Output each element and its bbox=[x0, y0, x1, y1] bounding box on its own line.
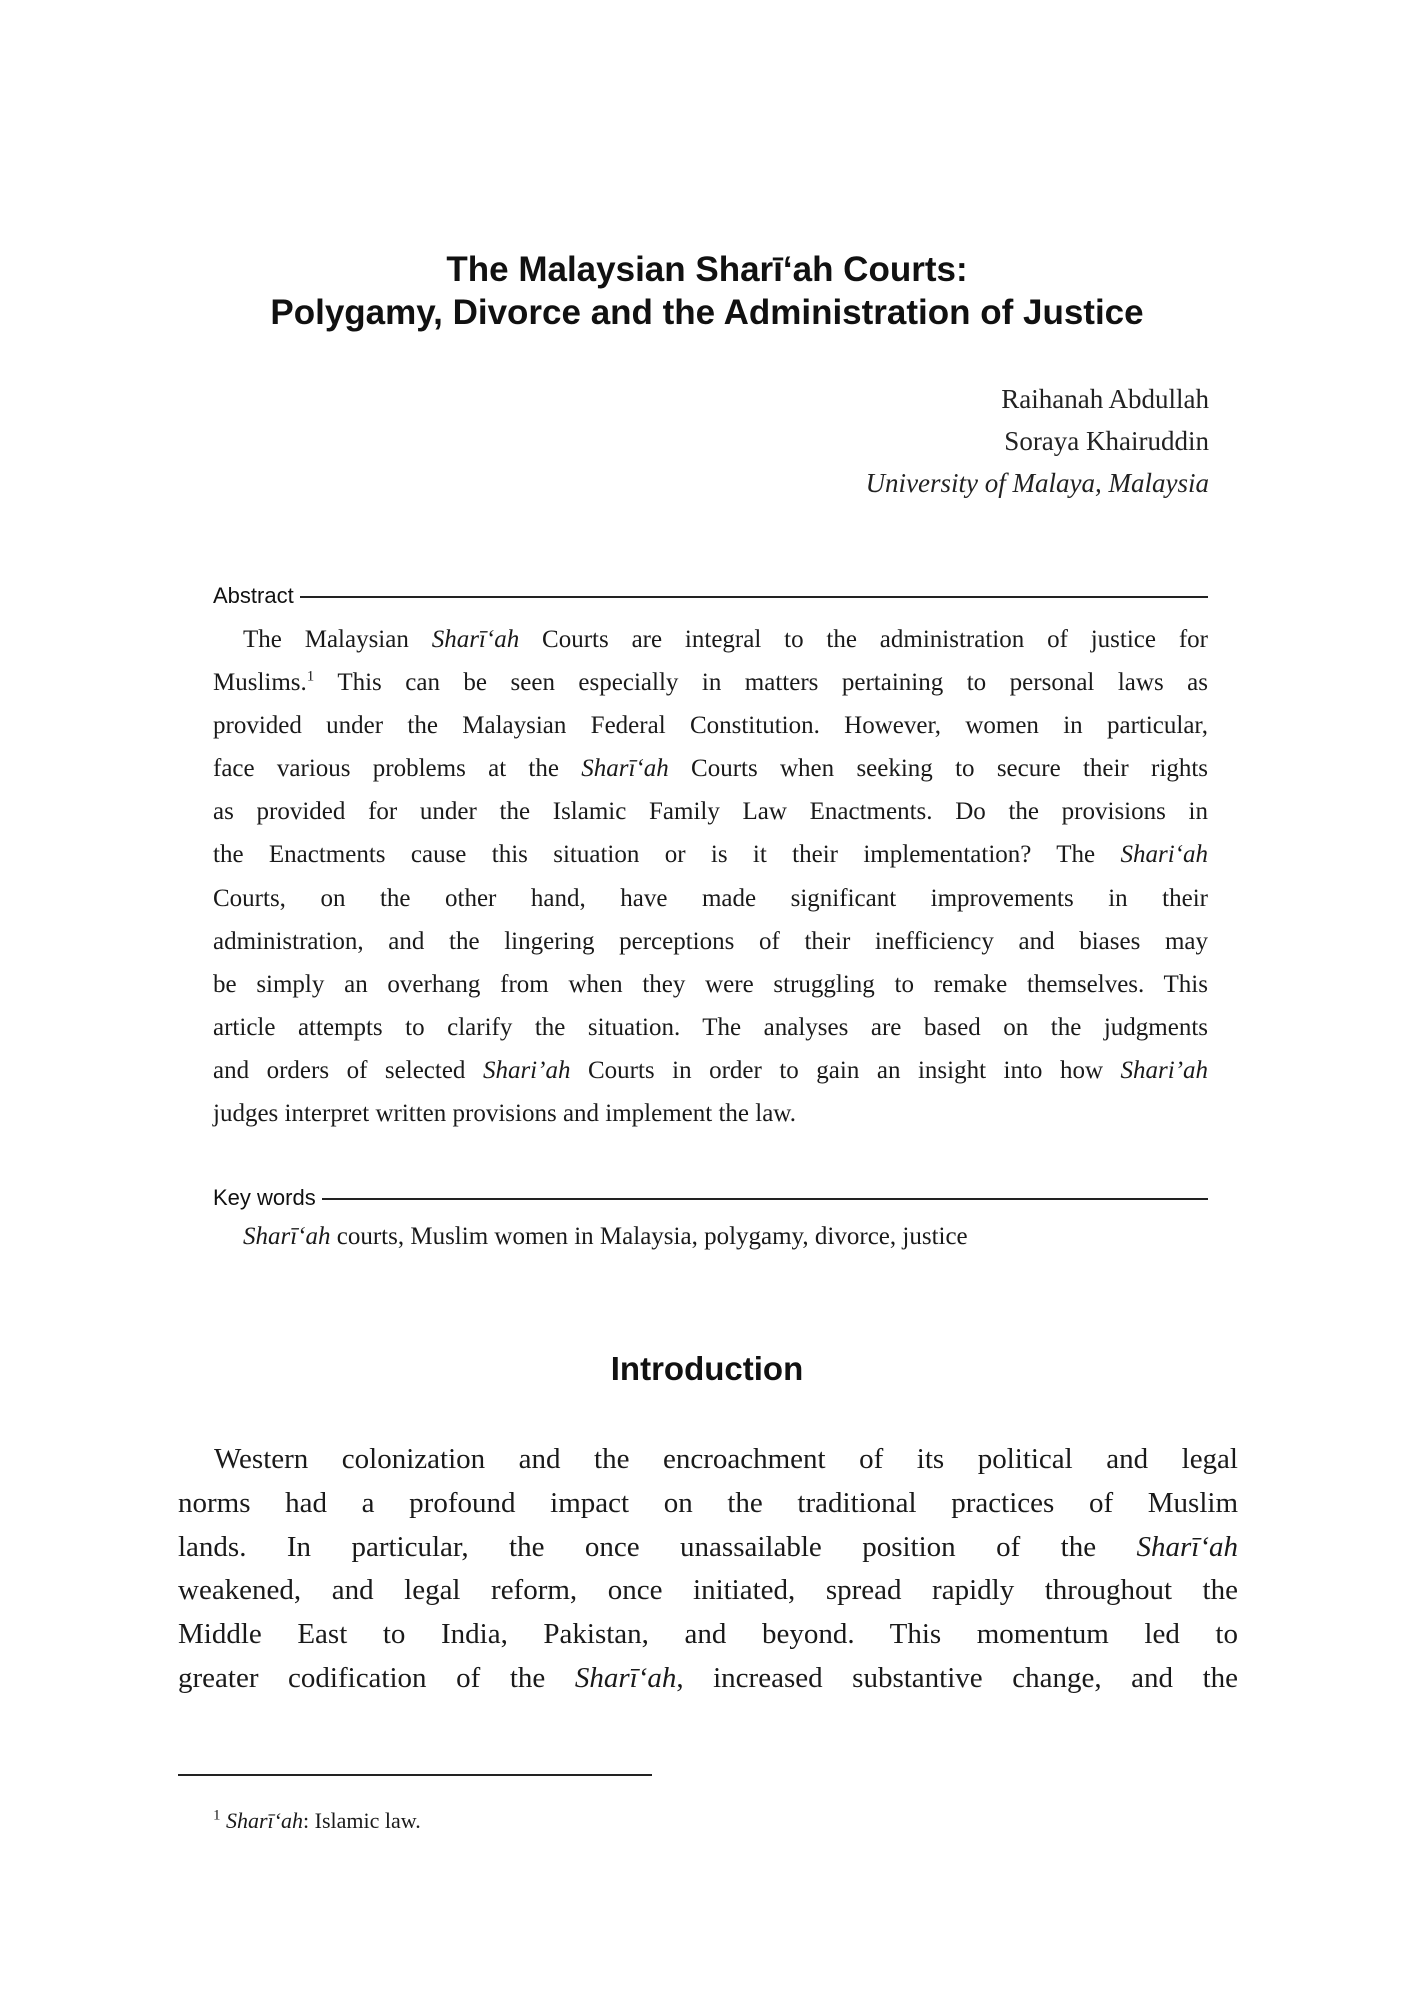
abstract-line: as provided for under the Islamic Family Law Enactments. Do the provisions in bbox=[213, 798, 1208, 826]
abstract-line: and orders of selected Shari’ah Courts in order to gain an insight into how Shari’ah bbox=[213, 1056, 1209, 1084]
intro-line: greater codification of the Sharī‘ah, increased substantive change, and the bbox=[178, 1661, 1238, 1694]
author-name: Soraya Khairuddin bbox=[1004, 426, 1209, 456]
abstract-line: Muslims.$^1$ This can be seen especially in matters pertaining to personal laws as bbox=[213, 668, 1208, 697]
footnote-number: 1 bbox=[213, 1807, 221, 1824]
abstract-line: article attempts to clarify the situation. The analyses are based on the judgments bbox=[213, 1013, 1208, 1041]
footnote: $^1$ Sharī‘ah: Islamic law. bbox=[213, 1807, 421, 1833]
abstract-line: Courts, on the other hand, have made significant improvements in their bbox=[213, 884, 1208, 912]
introduction-heading: Introduction bbox=[610, 1350, 804, 1387]
abstract-body bbox=[213, 618, 1208, 1135]
abstract-line: be simply an overhang from when they were struggling to remake themselves. This bbox=[213, 970, 1208, 998]
intro-line: Middle East to India, Pakistan, and beyond. This momentum led to bbox=[178, 1618, 1238, 1651]
paper-title-line-2: Polygamy, Divorce and the Administration of Justice bbox=[270, 293, 1144, 332]
footnote-ref[interactable]: 1 bbox=[306, 668, 315, 685]
footnote-divider bbox=[178, 1774, 652, 1776]
keywords-header bbox=[213, 1186, 1208, 1210]
keywords-rule bbox=[213, 1198, 1208, 1200]
abstract-rule bbox=[213, 596, 1208, 598]
intro-line: Western colonization and the encroachment of its political and legal bbox=[214, 1443, 1238, 1475]
abstract-line: administration, and the lingering perceptions of their inefficiency and biases may bbox=[213, 927, 1208, 955]
keywords-label: Key words bbox=[213, 1186, 322, 1210]
abstract-line: the Enactments cause this situation or is it their implementation? The Shari‘ah bbox=[213, 841, 1208, 869]
author-block bbox=[866, 378, 1209, 504]
intro-line: lands. In particular, the once unassailable position of the Sharī‘ah bbox=[178, 1530, 1238, 1563]
abstract-header bbox=[213, 584, 1208, 608]
keywords-list: Sharī‘ah courts, Muslim women in Malaysia, polygamy, divorce, justice bbox=[243, 1223, 968, 1250]
author-name: Raihanah Abdullah bbox=[1001, 384, 1209, 414]
intro-line: weakened, and legal reform, once initiated, spread rapidly throughout the bbox=[178, 1574, 1238, 1607]
abstract-line: The Malaysian Sharī‘ah Courts are integral to the administration of justice for bbox=[243, 626, 1208, 653]
abstract-line: provided under the Malaysian Federal Constitution. However, women in particular, bbox=[213, 712, 1208, 740]
paper-title-line-1: The Malaysian Sharī‘ah Courts: bbox=[446, 250, 968, 289]
intro-line: norms had a profound impact on the traditional practices of Muslim bbox=[178, 1486, 1238, 1519]
abstract-line: judges interpret written provisions and implement the law. bbox=[213, 1100, 796, 1128]
abstract-line: face various problems at the Sharī‘ah Courts when seeking to secure their rights bbox=[213, 755, 1208, 783]
abstract-label: Abstract bbox=[213, 584, 300, 608]
introduction-body bbox=[178, 1438, 1238, 1701]
author-affiliation: University of Malaya, Malaysia bbox=[865, 468, 1209, 498]
